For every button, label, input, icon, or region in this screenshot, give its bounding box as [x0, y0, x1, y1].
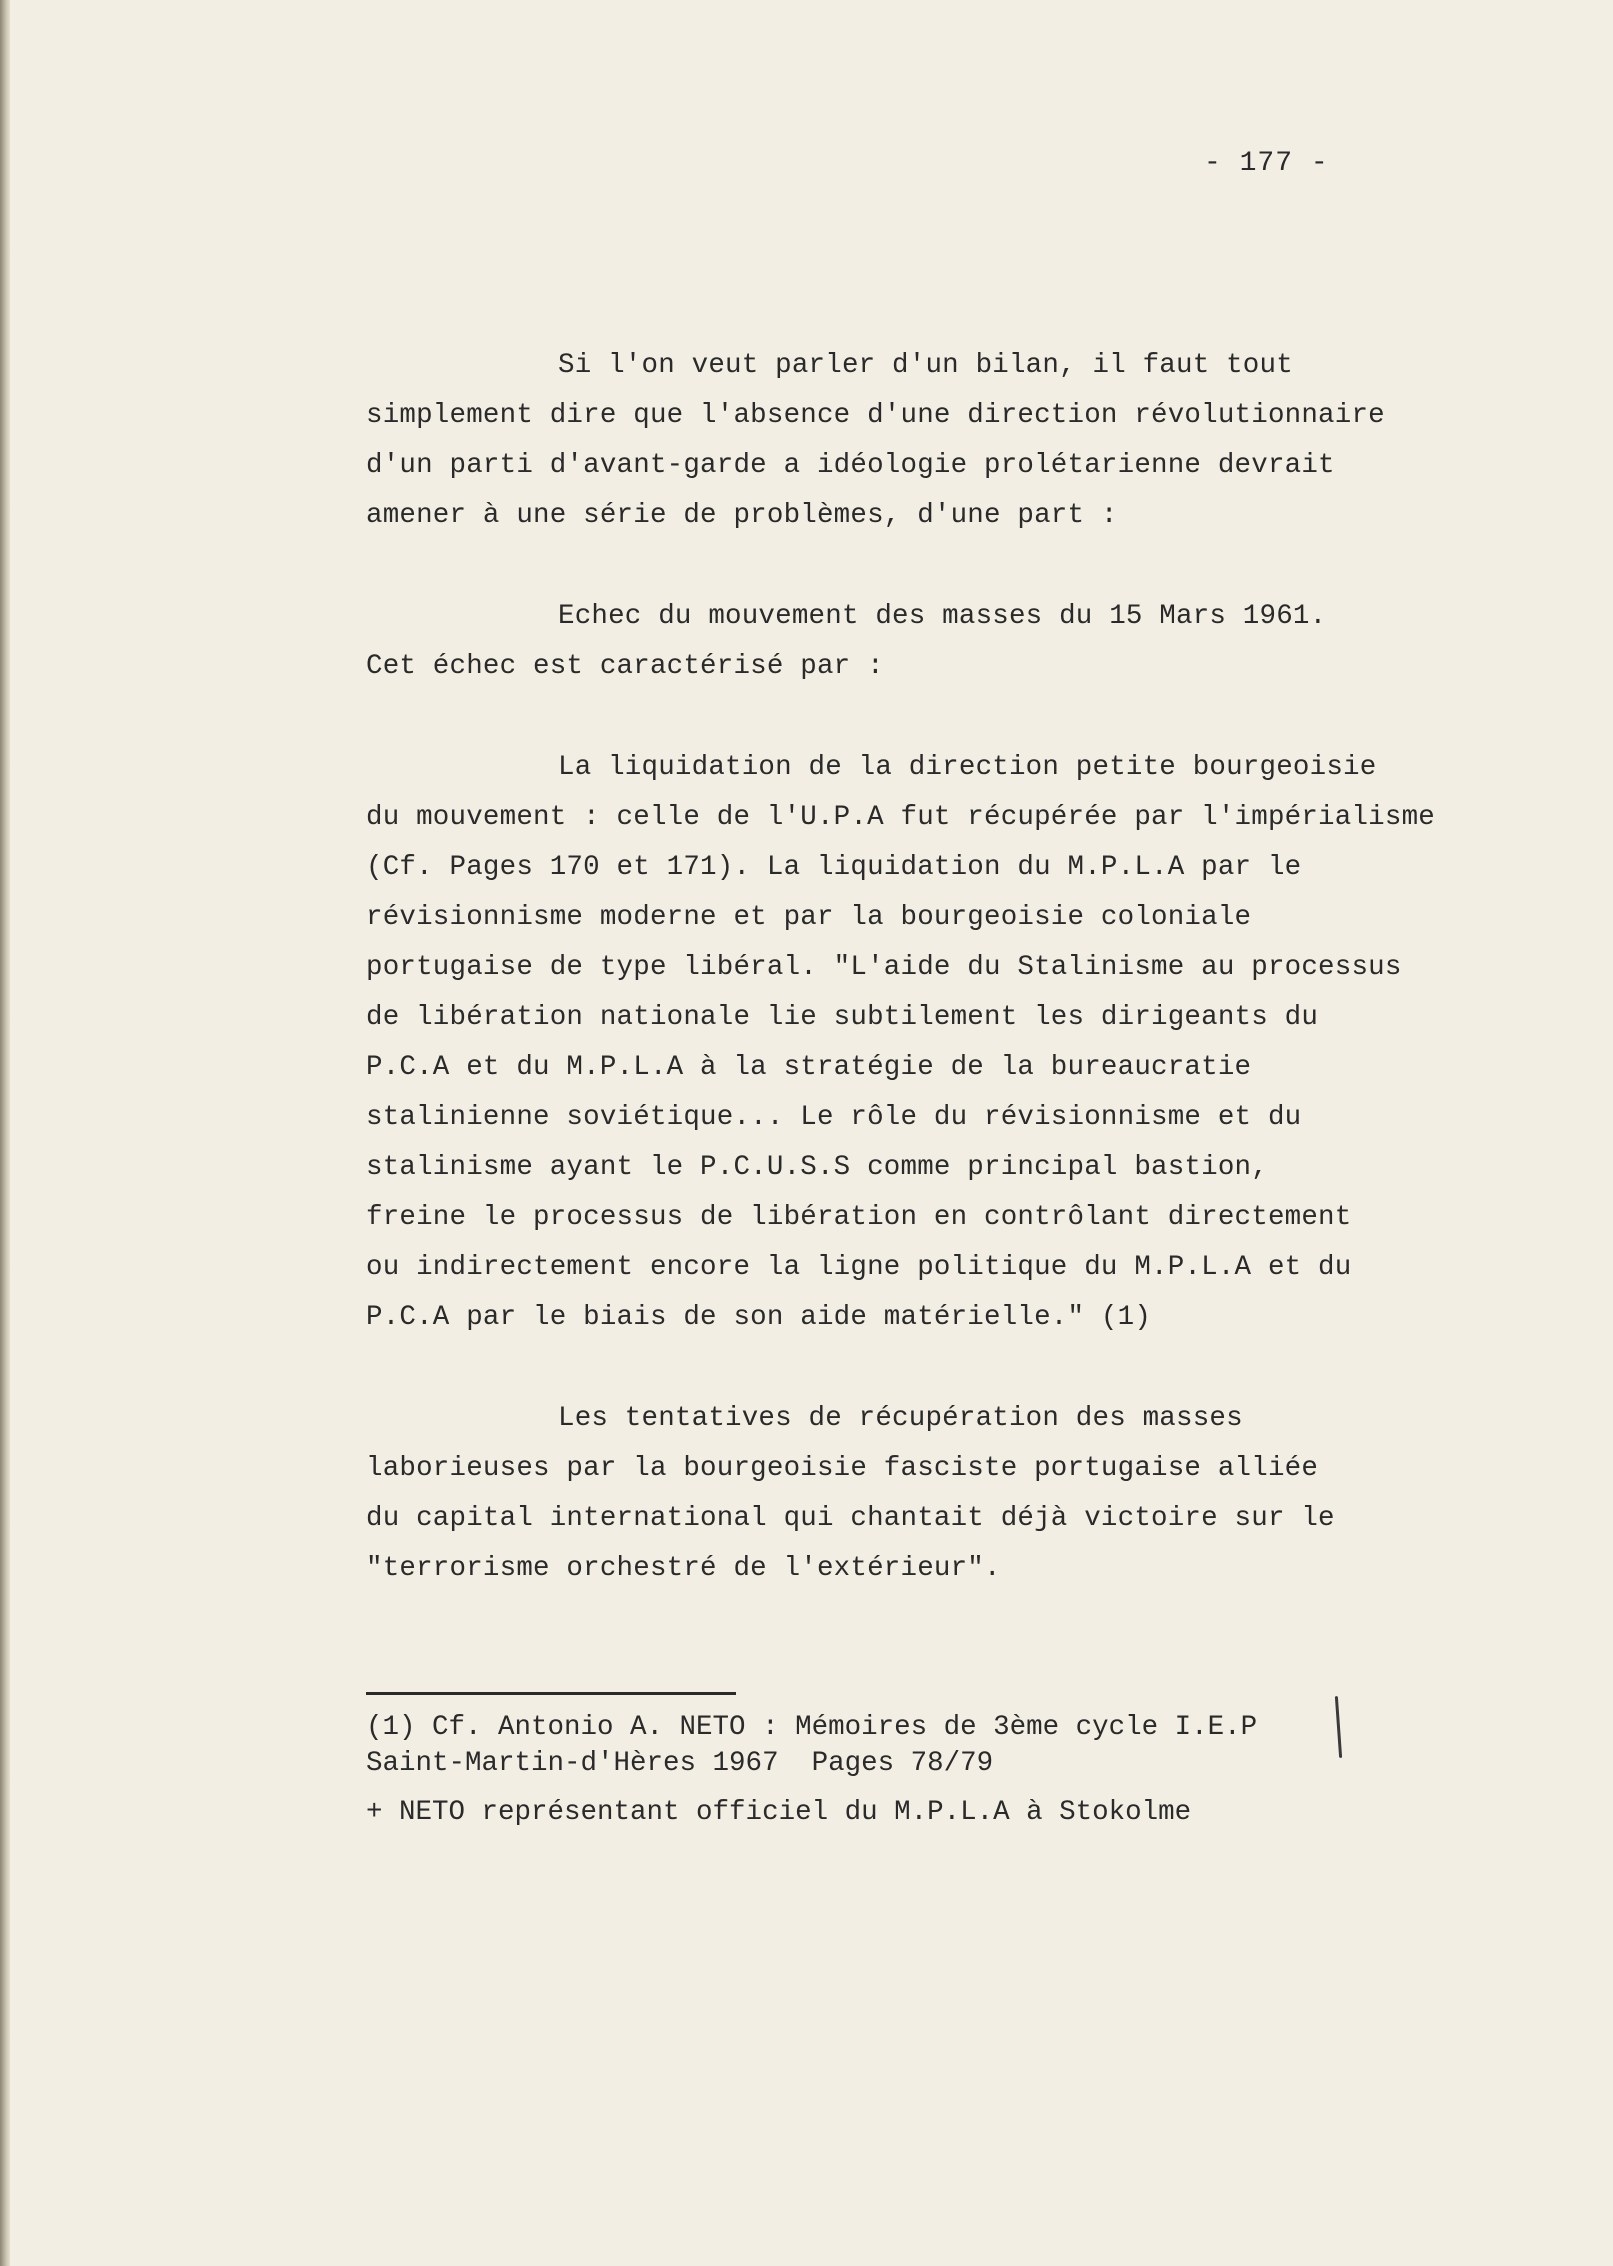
- paragraph-2-line-2: Cet échec est caractérisé par :: [366, 651, 884, 682]
- footnote-line-3: + NETO représentant officiel du M.P.L.A à Stokolme: [366, 1797, 1192, 1828]
- paragraph-4-line-3: du capital international qui chantait déjà victoire sur le: [366, 1503, 1335, 1534]
- paragraph-3-line-3: (Cf. Pages 170 et 171). La liquidation du M.P.L.A par le: [366, 852, 1302, 883]
- paragraph-1-line-1: Si l'on veut parler d'un bilan, il faut tout: [558, 350, 1293, 381]
- footnote-line-1: (1) Cf. Antonio A. NETO : Mémoires de 3ème cycle I.E.P: [366, 1712, 1258, 1743]
- paragraph-3-line-10: freine le processus de libération en contrôlant directement: [366, 1202, 1352, 1233]
- paragraph-3-line-7: P.C.A et du M.P.L.A à la stratégie de la bureaucratie: [366, 1052, 1252, 1083]
- paragraph-4-line-2: laborieuses par la bourgeoisie fasciste portugaise alliée: [366, 1453, 1319, 1484]
- paragraph-1-line-2: simplement dire que l'absence d'une direction révolutionnaire: [366, 400, 1385, 431]
- document-page: [10, 0, 1613, 2266]
- paragraph-3-line-2: du mouvement : celle de l'U.P.A fut récupérée par l'impérialisme: [366, 802, 1435, 833]
- paragraph-3-line-5: portugaise de type libéral. "L'aide du Stalinisme au processus: [366, 952, 1402, 983]
- paragraph-3-line-8: stalinienne soviétique... Le rôle du révisionnisme et du: [366, 1102, 1302, 1133]
- paragraph-3-line-6: de libération nationale lie subtilement les dirigeants du: [366, 1002, 1319, 1033]
- handwritten-pen-mark: [1335, 1696, 1342, 1758]
- paragraph-4-line-1: Les tentatives de récupération des masses: [558, 1403, 1243, 1434]
- paragraph-4-line-4: "terrorisme orchestré de l'extérieur".: [366, 1553, 1001, 1584]
- page-number: - 177 -: [1204, 148, 1329, 179]
- paragraph-3-line-11: ou indirectement encore la ligne politique du M.P.L.A et du: [366, 1252, 1352, 1283]
- paragraph-3-line-4: révisionnisme moderne et par la bourgeoisie coloniale: [366, 902, 1252, 933]
- paragraph-3-line-12: P.C.A par le biais de son aide matérielle." (1): [366, 1302, 1152, 1333]
- paragraph-1-line-3: d'un parti d'avant-garde a idéologie prolétarienne devrait: [366, 450, 1335, 481]
- paragraph-3-line-9: stalinisme ayant le P.C.U.S.S comme principal bastion,: [366, 1152, 1268, 1183]
- paragraph-3-line-1: La liquidation de la direction petite bourgeoisie: [558, 752, 1377, 783]
- page-binding-edge: [0, 0, 10, 2266]
- footnote-line-2: Saint-Martin-d'Hères 1967 Pages 78/79: [366, 1748, 994, 1779]
- paragraph-2-line-1: Echec du mouvement des masses du 15 Mars 1961.: [558, 601, 1327, 632]
- paragraph-1-line-4: amener à une série de problèmes, d'une part :: [366, 500, 1118, 531]
- footnote-separator: [366, 1692, 736, 1695]
